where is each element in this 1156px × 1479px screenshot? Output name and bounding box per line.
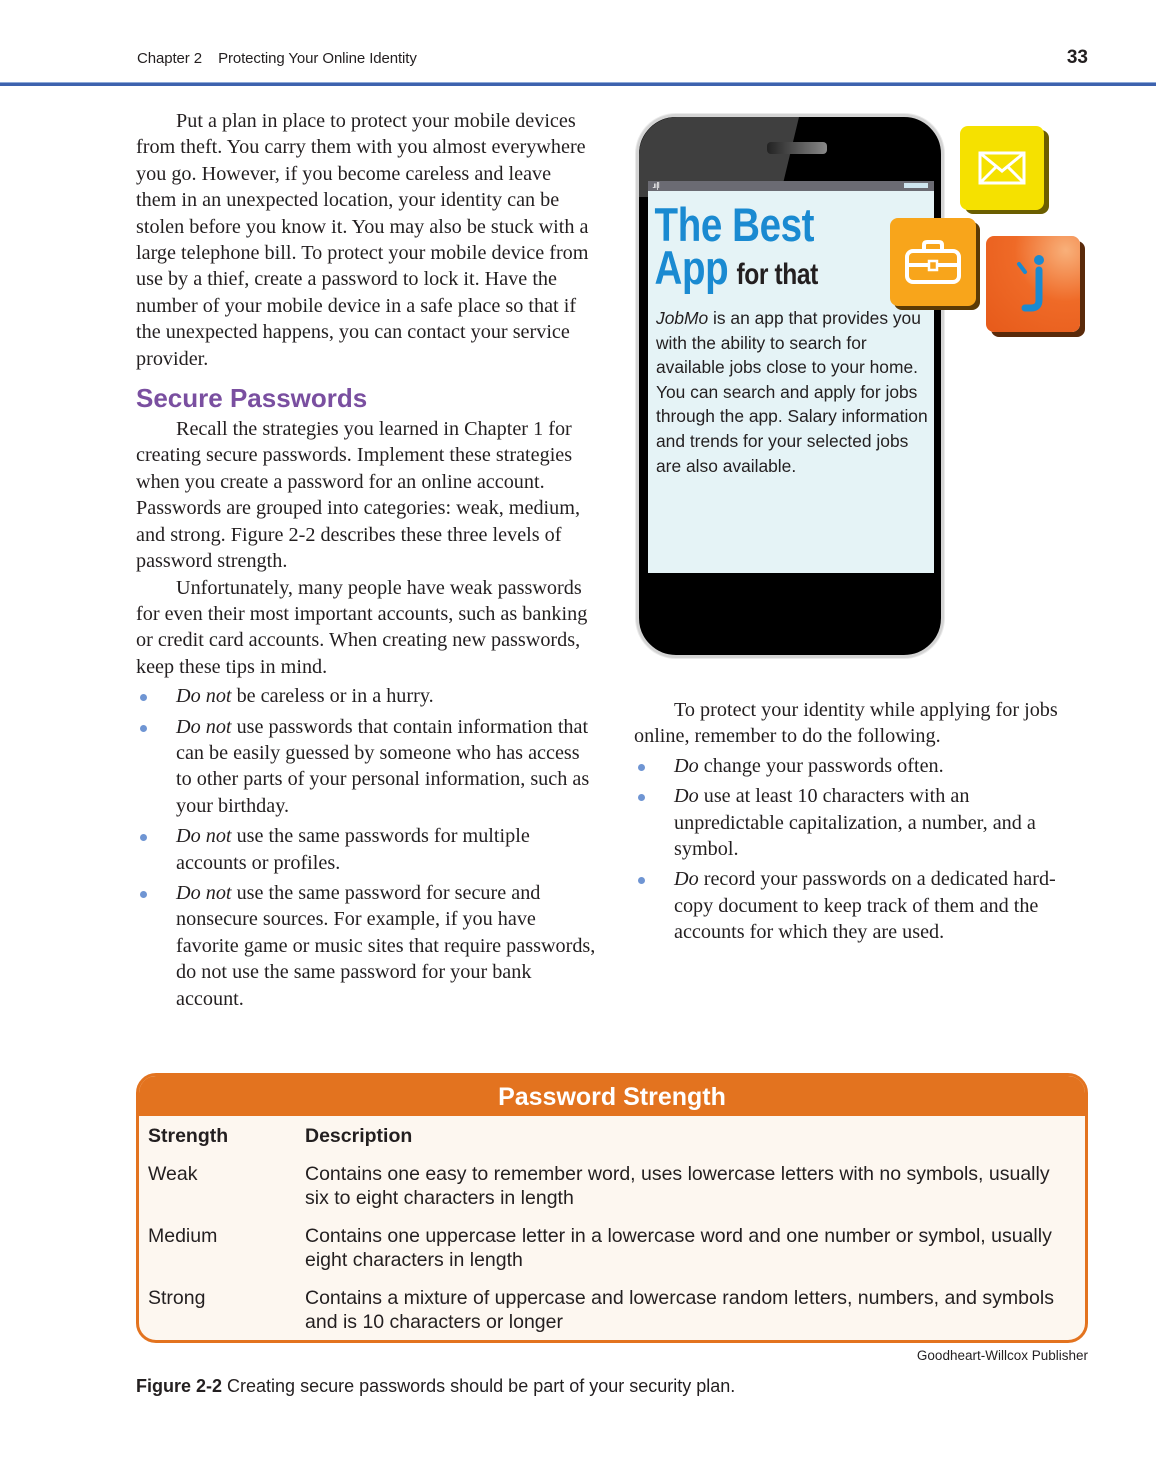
bullet-lead: Do [674, 785, 699, 808]
bullet-text: use passwords that contain information that can be easily guessed by someone who has access to other parts of your personal information, such as your birthday. [176, 715, 590, 817]
bullet-lead: Do not [176, 685, 232, 708]
list-item [634, 783, 1084, 862]
battery-icon [904, 183, 928, 188]
strength-cell: Strong [148, 1286, 206, 1309]
table-row [139, 1286, 1085, 1335]
right-column [634, 697, 1084, 950]
bullet-icon [638, 877, 645, 884]
app-name: JobMo [656, 308, 709, 328]
status-bar [648, 181, 934, 191]
bullet-lead: Do [674, 754, 699, 777]
signal-icon: .ıı|l [652, 181, 659, 190]
bullet-lead: Do not [176, 825, 232, 848]
paragraph-strategies: Recall the strategies you learned in Chapter 1 for creating secure passwords. Implement these strategies when you create a password for an online account. Passwords are grouped into categories: weak, medium, and strong. Figure 2-2 describes these three levels of password strength. [136, 418, 581, 573]
description-cell: Contains a mixture of uppercase and lowercase random letters, numbers, and symbols and is 10 characters or longer [305, 1286, 1054, 1333]
do-not-list [136, 683, 596, 1012]
feature-title [648, 198, 883, 296]
password-strength-table [136, 1073, 1088, 1343]
bullet-icon [638, 794, 645, 801]
bullet-text: use the same passwords for multiple accounts or profiles. [176, 825, 530, 874]
table-title: Password Strength [139, 1076, 1085, 1116]
bullet-text: record your passwords on a dedicated hard-copy document to keep track of them and the accounts for which they are used. [674, 868, 1056, 944]
running-header [137, 50, 417, 67]
table-row [139, 1162, 1085, 1211]
paragraph-job-tips: To protect your identity while applying for jobs online, remember to do the following. [634, 699, 1058, 748]
bullet-lead: Do not [176, 715, 232, 738]
list-item [136, 683, 596, 709]
left-column [136, 108, 596, 1016]
jobmo-j-icon [986, 236, 1080, 332]
title-suffix: for that [736, 258, 818, 291]
list-item [136, 714, 596, 820]
list-item [634, 866, 1084, 945]
title-line-1: The Best [654, 198, 815, 251]
smartphone-illustration [636, 114, 944, 658]
bullet-icon [638, 764, 645, 771]
bullet-icon [140, 725, 147, 732]
list-item [136, 880, 596, 1012]
list-item [634, 753, 1084, 779]
bullet-lead: Do not [176, 881, 232, 904]
do-list [634, 753, 1084, 946]
publisher-credit: Goodheart-Willcox Publisher [916, 1348, 1088, 1363]
bullet-text: use the same password for secure and nonsecure sources. For example, if you have favorite game or music sites that require passwords, do not use the same password for your bank account. [176, 881, 596, 1010]
list-item [136, 823, 596, 876]
app-description [648, 306, 932, 478]
page-number: 33 [1066, 47, 1088, 68]
table-header-row [139, 1124, 1085, 1149]
table-row [139, 1224, 1085, 1273]
app-description-text: is an app that provides you with the ability to search for available jobs close to your home. You can search and apply for jobs through the app. Salary information and trends for your selected jobs are also available. [656, 308, 928, 476]
column-header-strength: Strength [148, 1125, 229, 1147]
description-cell: Contains one easy to remember word, uses lowercase letters with no symbols, usually six to eight characters in length [305, 1162, 1050, 1209]
bullet-text: use at least 10 characters with an unpredictable capitalization, a number, and a symbol. [674, 785, 1036, 861]
bullet-lead: Do [674, 868, 699, 891]
bullet-icon [140, 834, 147, 841]
bullet-text: be careless or in a hurry. [231, 685, 434, 708]
strength-cell: Medium [148, 1224, 218, 1247]
bullet-text: change your passwords often. [698, 754, 944, 777]
chapter-title: Protecting Your Online Identity [218, 50, 417, 67]
column-header-description: Description [305, 1125, 413, 1147]
chapter-number: Chapter 2 [137, 50, 202, 67]
description-cell: Contains one uppercase letter in a lowercase word and one number or symbol, usually eight characters in length [305, 1224, 1052, 1271]
best-app-feature [636, 114, 1086, 660]
mail-icon [960, 126, 1044, 210]
caption-text: Creating secure passwords should be part of your security plan. [222, 1376, 736, 1396]
phone-speaker-icon [767, 142, 827, 154]
briefcase-icon [890, 218, 976, 306]
section-heading: Secure Passwords [136, 383, 368, 414]
paragraph-tips: Unfortunately, many people have weak passwords for even their most important accounts, such as banking or credit card accounts. When creating new passwords, keep these tips in mind. [136, 576, 588, 678]
title-line-2: App [654, 241, 729, 294]
figure-label: Figure 2-2 [136, 1376, 223, 1396]
figure-caption [136, 1376, 735, 1397]
bullet-icon [140, 694, 147, 701]
bullet-icon [140, 891, 147, 898]
strength-cell: Weak [148, 1162, 198, 1185]
header-rule [0, 82, 1156, 86]
intro-paragraph: Put a plan in place to protect your mobile devices from theft. You carry them with you almost everywhere you go. However, if you become careless and leave them in an unexpected location, your identity can be stolen before you know it. You may also be stuck with a large telephone bill. To protect your mobile device from use by a thief, create a password to lock it. Have the number of your mobile device in a safe place so that if the unexpected happens, you can contact your service provider. [136, 110, 589, 370]
